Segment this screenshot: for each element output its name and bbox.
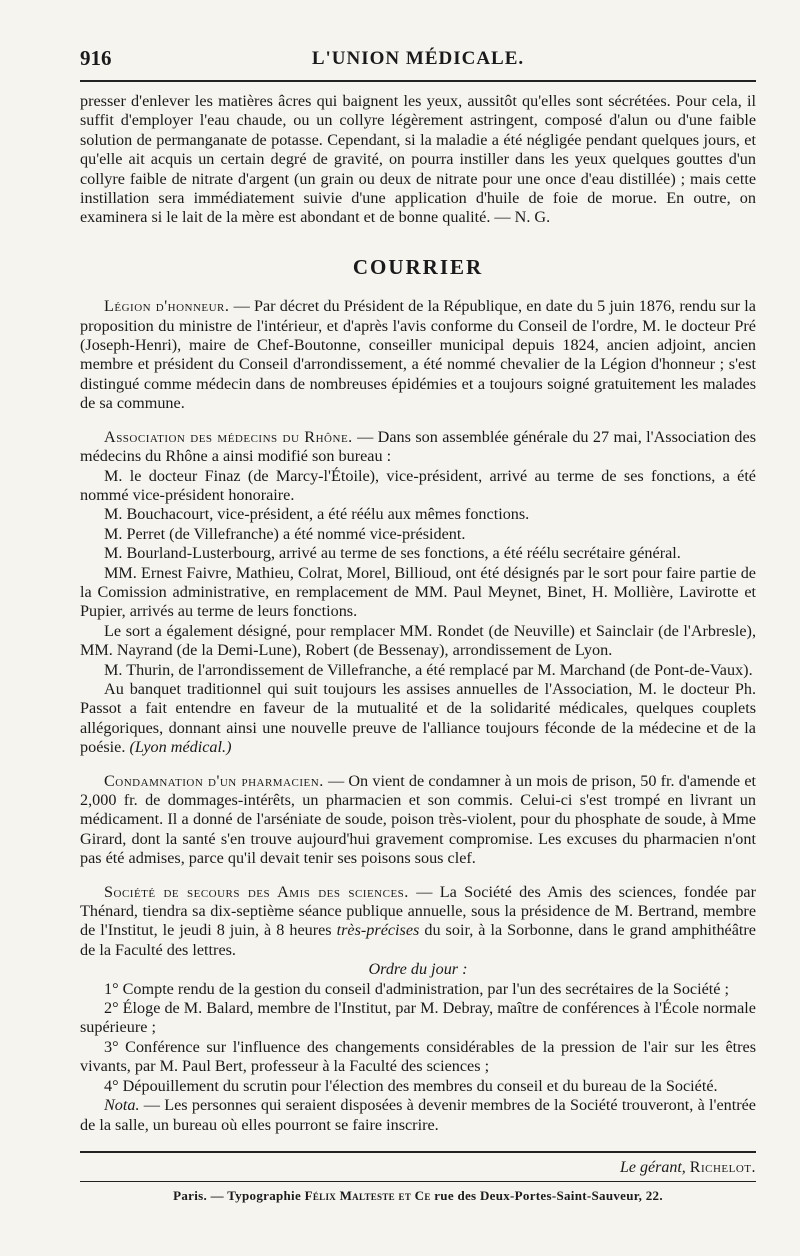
- page-header: [80, 40, 756, 82]
- printer-address: rue des Deux-Portes-Saint-Sauveur, 22.: [434, 1187, 663, 1203]
- rhone-item: M. Thurin, de l'arrondissement de Villefranche, a été remplacé par M. Marchand (de Pont-de-Vaux).: [104, 660, 753, 679]
- ordre-du-jour-title: Ordre du jour :: [368, 960, 468, 979]
- ordre-item: 2° Éloge de M. Balard, membre de l'Institut, par M. Debray, maître de conférences à l'École normale supérieure ;: [80, 999, 756, 1037]
- printer-name: Félix Malteste et Ce: [304, 1187, 431, 1203]
- pharmacien-text: — On vient de condamner à un mois de prison, 50 fr. d'amende et 2,000 fr. de dommages-intérêts, un pharmacien et son commis. Celui-ci s'est trompé en livrant un médicament. Il a donné de l'arséniate de soude, poison très-violent, pour du phosphate de soude, à Mme Girard, dont la santé s'en trouve aujourd'hui gravement compromise. Les excuses du pharmacien n'ont pas été admises, parce qu'il devait tenir ses poisons sous clef.: [80, 771, 756, 868]
- pharmacien-paragraph: [80, 772, 756, 869]
- section-title: COURRIER: [352, 254, 484, 279]
- ordre-item: 4° Dépouillement du scrutin pour l'élection des membres du conseil et du bureau de la Société.: [104, 1076, 718, 1095]
- nota-label: Nota.: [104, 1096, 140, 1115]
- printer-imprint: [80, 1181, 756, 1204]
- rhone-item: M. le docteur Finaz (de Marcy-l'Étoile), vice-président, arrivé au terme de ses fonctions, a été nommé vice-président honoraire.: [80, 466, 756, 504]
- societe-text: — La Société des Amis des sciences, fondée par Thénard, tiendra sa dix-septième séance publique annuelle, sous la présidence de M. Bertrand, membre de l'Institut, le jeudi 8 juin, à 8 heures: [80, 882, 756, 940]
- gerant-line: [80, 1159, 756, 1177]
- rhone-text: — Dans son assemblée générale du 27 mai, l'Association des médecins du Rhône a ainsi modifié son bureau :: [80, 427, 756, 466]
- article-body: [80, 92, 756, 1135]
- intro-paragraph: presser d'enlever les matières âcres qui baignent les yeux, aussitôt qu'elles sont sécrétées. Pour cela, il suffit d'employer l'eau chaude, ou un collyre légèrement astringent, composé d'alun ou d'une faible solution de permanganate de potasse. Cependant, si la maladie a été négligée pendant quelques jours, et qu'elle ait acquis un certain degré de gravité, on pourra instiller dans les yeux quelques gouttes d'un collyre faible de nitrate d'argent (un grain ou deux de nitrate pour une once d'eau distillée) ; mais cette instillation sera immédiatement suivie d'une application d'huile de foie de morue. En outre, on examinera si le lait de la mère est abondant et de bonne qualité. — N. G.: [80, 92, 756, 227]
- legion-lead: Légion d'honneur.: [104, 297, 230, 316]
- gerant-name: Richelot.: [689, 1158, 756, 1176]
- rhone-paragraph: [80, 428, 756, 467]
- rhone-item: M. Bourland-Lusterbourg, arrivé au terme de ses fonctions, a été réélu secrétaire général.: [104, 544, 681, 563]
- printer-prefix: Paris. — Typographie: [173, 1187, 302, 1203]
- legion-paragraph: [80, 297, 756, 413]
- banquet-text: Au banquet traditionnel qui suit toujours les assises annuelles de l'Association, M. le docteur Ph. Passot a fait entendre en faveur de la mutualité et de la solidarité médicales, quelques couplets allégoriques, donnant ainsi une nouvelle preuve de l'alliance toujours féconde de la médecine et de la poésie.: [80, 679, 756, 757]
- rhone-item: MM. Ernest Faivre, Mathieu, Colrat, Morel, Billioud, ont été désignés par le sort pour faire partie de la Comission administrative, en remplacement de MM. Paul Meynet, Binet, H. Mollière, Lavirotte et Pupier, arrivés au terme de leurs fonctions.: [80, 563, 756, 621]
- ordre-item: 3° Conférence sur l'influence des changements considérables de la pression de l'air sur les êtres vivants, par M. Paul Bert, professeur à la Faculté des sciences ;: [80, 1037, 756, 1076]
- footer-rule: [80, 1151, 756, 1153]
- societe-text-end: du soir, à la Sorbonne, dans le grand amphithéâtre de la Faculté des lettres.: [80, 921, 756, 959]
- nota-text: — Les personnes qui seraient disposées à devenir membres de la Société trouveront, à l'entrée de la salle, un bureau où elles pourront se faire inscrire.: [80, 1096, 756, 1134]
- banquet-paragraph: [80, 680, 756, 758]
- ordre-item: 1° Compte rendu de la gestion du conseil d'administration, par l'un des secrétaires de la Société ;: [104, 979, 730, 998]
- gerant-label: Le gérant,: [620, 1158, 686, 1176]
- rhone-item: M. Perret (de Villefranche) a été nommé vice-président.: [104, 524, 466, 543]
- rhone-lead: Association des médecins du Rhône.: [104, 427, 353, 446]
- rhone-item: Le sort a également désigné, pour remplacer MM. Rondet (de Neuville) et Sainclair (de l'Arbresle), MM. Nayrand (de la Demi-Lune), Robert (de Bessenay), arrondissement de Lyon.: [80, 621, 756, 660]
- pharmacien-lead: Condamnation d'un pharmacien.: [104, 771, 324, 790]
- legion-text: — Par décret du Président de la République, en date du 5 juin 1876, rendu sur la proposition du ministre de l'intérieur, et d'après l'avis conforme du Conseil de l'ordre, M. le docteur Pré (Joseph-Henri), maire de Chef-Boutonne, conseiller municipal depuis 1824, ancien adjoint, ancien membre et président du Conseil d'arrondissement, a été nommé chevalier de la Légion d'honneur ; s'est distingué comme médecin dans de nombreuses épidémies et a toujours soigné gratuitement les malades de sa commune.: [80, 297, 756, 413]
- page-number: 916: [80, 46, 112, 70]
- societe-lead: Société de secours des Amis des sciences.: [104, 882, 409, 901]
- running-title: L'UNION MÉDICALE.: [311, 48, 525, 69]
- banquet-source: (Lyon médical.): [129, 738, 232, 757]
- nota-paragraph: [80, 1096, 756, 1135]
- societe-time: très-précises: [336, 921, 420, 940]
- rhone-item: M. Bouchacourt, vice-président, a été réélu aux mêmes fonctions.: [104, 505, 530, 524]
- societe-paragraph: [80, 883, 756, 961]
